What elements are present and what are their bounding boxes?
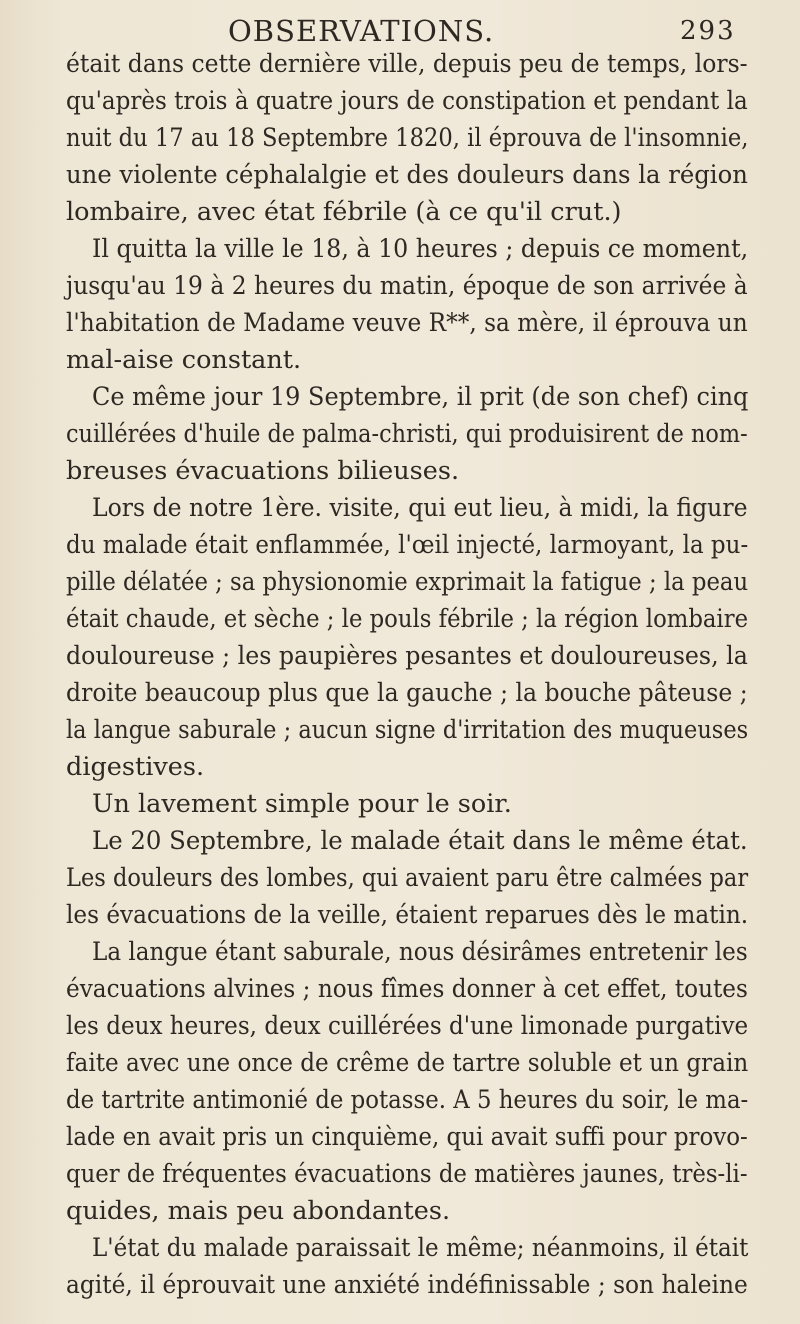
text-line: jusqu'au 19 à 2 heures du matin, époque de son arrivée à — [66, 271, 748, 301]
text-line: de tartrite antimonié de potasse. A 5 heures du soir, le ma- — [66, 1085, 749, 1115]
text-line: pille délatée ; sa physionomie exprimait la fatigue ; la peau — [66, 567, 749, 597]
text-line: qu'après trois à quatre jours de constipation et pendant la — [66, 86, 748, 116]
text-line: douloureuse ; les paupières pesantes et douloureuses, la — [66, 641, 748, 671]
text-line: était dans cette dernière ville, depuis peu de temps, lors- — [66, 49, 748, 79]
text-line: agité, il éprouvait une anxiété indéfinissable ; son haleine — [66, 1270, 748, 1300]
text-line: breuses évacuations bilieuses. — [66, 456, 460, 486]
text-line: Le 20 Septembre, le malade était dans le même état. — [92, 826, 748, 856]
text-line: quer de fréquentes évacuations de matières jaunes, très-li- — [66, 1159, 748, 1189]
text-line: l'habitation de Madame veuve R**, sa mère, il éprouva un — [66, 308, 748, 338]
text-line: du malade était enflammée, l'œil injecté, larmoyant, la pu- — [66, 530, 749, 560]
text-line: Lors de notre 1ère. visite, qui eut lieu, à midi, la figure — [92, 493, 748, 523]
text-line: les évacuations de la veille, étaient reparues dès le matin. — [66, 900, 749, 930]
running-title: OBSERVATIONS. — [228, 14, 495, 48]
text-line: une violente céphalalgie et des douleurs dans la région — [66, 160, 748, 190]
text-line: évacuations alvines ; nous fîmes donner à cet effet, toutes — [66, 974, 748, 1004]
text-line: droite beaucoup plus que la gauche ; la bouche pâteuse ; — [66, 678, 748, 708]
text-line: digestives. — [66, 752, 205, 782]
text-line: les deux heures, deux cuillérées d'une limonade purgative — [66, 1011, 749, 1041]
text-line: Il quitta la ville le 18, à 10 heures ; depuis ce moment, — [92, 234, 749, 264]
page-header — [0, 6, 800, 46]
text-line: L'état du malade paraissait le même; néanmoins, il était — [92, 1233, 749, 1263]
text-line: était chaude, et sèche ; le pouls fébrile ; la région lombaire — [66, 604, 749, 634]
text-line: Ce même jour 19 Septembre, il prit (de son chef) cinq — [92, 382, 749, 412]
text-line: Les douleurs des lombes, qui avaient paru être calmées par — [66, 863, 749, 893]
text-line: La langue étant saburale, nous désirâmes entretenir les — [92, 937, 748, 967]
text-line: Un lavement simple pour le soir. — [92, 789, 512, 819]
text-line: lombaire, avec état fébrile (à ce qu'il crut.) — [66, 197, 622, 227]
text-line: lade en avait pris un cinquième, qui avait suffi pour provo- — [66, 1122, 748, 1152]
text-line: cuillérées d'huile de palma-christi, qui produisirent de nom- — [66, 419, 748, 449]
text-line: la langue saburale ; aucun signe d'irritation des muqueuses — [66, 715, 749, 745]
text-line: nuit du 17 au 18 Septembre 1820, il éprouva de l'insomnie, — [66, 123, 749, 153]
page-number: 293 — [680, 16, 736, 46]
text-line: quides, mais peu abondantes. — [66, 1196, 451, 1226]
text-line: faite avec une once de crême de tartre soluble et un grain — [66, 1048, 749, 1078]
text-line: mal-aise constant. — [66, 345, 302, 375]
